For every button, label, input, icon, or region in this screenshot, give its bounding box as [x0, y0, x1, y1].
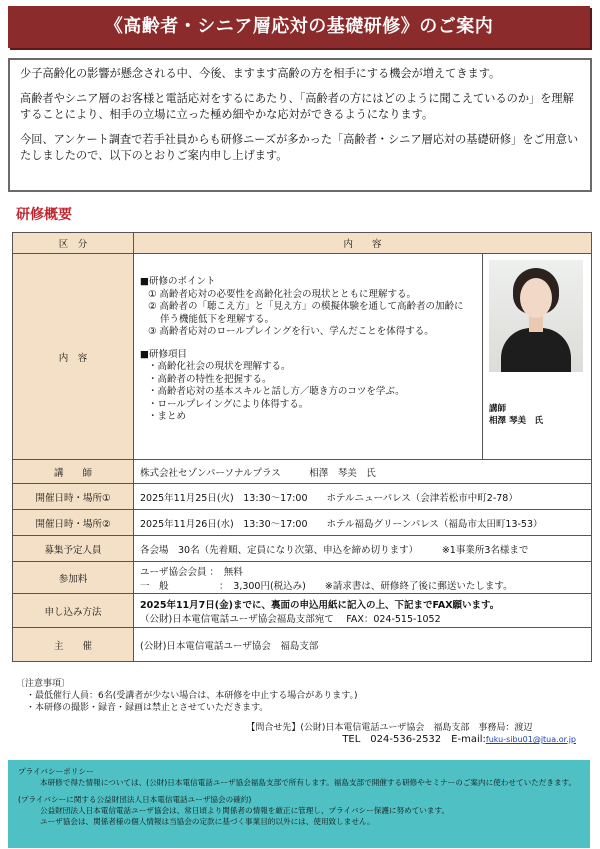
- items-heading: ■研修項目: [140, 348, 187, 360]
- lecturer-name: 相澤 琴美 氏: [489, 416, 543, 426]
- instructor-label: 講 師: [13, 460, 134, 484]
- table-row: [13, 254, 592, 460]
- note-2: ・本研修の撮影・録音・録画は禁止とさせていただきます。: [26, 703, 269, 713]
- contact-line: 【問合せ先】(公財)日本電信電話ユーザ協会 福島支部 事務局：渡辺: [246, 723, 533, 733]
- table-row: [13, 536, 592, 562]
- intro-paragraph-2: 高齢者やシニア層のお客様と電話応対をするにあたり、「高齢者の方にはどのように聞こえているのか」を理解することにより、相手の立場に立った極め細やかな応対ができるようになります。: [20, 92, 574, 121]
- capacity-label: 募集予定人員: [13, 536, 134, 562]
- point-2: ② 高齢者の「聴こえ方」と「見え方」の模擬体験を通して高齢者の加齢に: [148, 301, 464, 312]
- item-5: ・まとめ: [148, 411, 187, 422]
- privacy-body-1: 本研修で得た情報については、(公財)日本電信電話ユーザ協会福島支部で所有します。福島支部で開催する研修やセミナーのご案内に使わせていただきます。: [40, 778, 577, 787]
- header-content: 内 容: [134, 233, 592, 254]
- item-3: ・高齢者応対の基本スキルと話し方／聴き方のコツを学ぶ。: [148, 386, 405, 397]
- item-2: ・高齢者の特性を把握する。: [148, 373, 272, 385]
- table-row: [13, 628, 592, 662]
- content-cell: [134, 254, 483, 460]
- instructor-value: 株式会社セゾンパーソナルプラス 相澤 琴美 氏: [134, 460, 592, 484]
- overview-table: [12, 232, 592, 662]
- photo-face: [520, 278, 552, 318]
- content-label: 内 容: [13, 254, 134, 460]
- date2-label: 開催日時・場所②: [13, 510, 134, 536]
- section-title: 研修概要: [16, 207, 72, 223]
- notes: [16, 678, 358, 714]
- privacy-body-2b: ユーザ協会は、関係者様の個人情報は当協会の定款に基づく事業目的以外には、使用致しません。: [40, 817, 375, 826]
- note-1: ・最低催行人員：6名(受講者が少ない場合は、本研修を中止する場合があります。): [26, 691, 358, 701]
- table-row: [13, 484, 592, 510]
- apply-deadline: 2025年11月7日(金)までに、裏面の申込用紙に記入の上、下記までFAX願います。: [140, 599, 500, 611]
- table-row: [13, 460, 592, 484]
- lecturer-photo: [489, 260, 583, 372]
- photo-neck: [529, 316, 543, 332]
- point-2-cont: 伴う機能低下を理解する。: [160, 313, 275, 325]
- item-1: ・高齢化社会の現状を理解する。: [148, 361, 291, 372]
- intro-paragraph-1: 少子高齢化の影響が懸念される中、今後、ますます高齢の方を相手にする機会が増えてきます。: [20, 67, 501, 80]
- host-label: 主 催: [13, 628, 134, 662]
- apply-value: [134, 594, 592, 628]
- contact-tel: TEL 024-536-2532 E-mail:: [342, 734, 486, 745]
- lecturer-photo-cell: [483, 254, 592, 460]
- fee-label: 参加料: [13, 562, 134, 594]
- apply-label: 申し込み方法: [13, 594, 134, 628]
- intro-paragraph-3: 今回、アンケート調査で若手社員からも研修ニーズが多かった「高齢者・シニア層応対の基礎研修」をご用意いたしましたので、以下のとおりご案内申し上げます。: [20, 133, 579, 162]
- table-row: [13, 510, 592, 536]
- host-value: (公財)日本電信電話ユーザ協会 福島支部: [134, 628, 592, 662]
- lecturer-role: 講師: [489, 404, 507, 414]
- intro-box: [8, 58, 592, 192]
- privacy-policy: [8, 760, 590, 848]
- privacy-body-2a: 公益財団法人日本電信電話ユーザ協会は、常日頃より関係者の情報を厳正に管理し、プライバシー保護に努めています。: [40, 806, 450, 815]
- notes-heading: 〔注意事項〕: [16, 679, 71, 689]
- fee-value: [134, 562, 592, 594]
- contact-tel-line: [246, 734, 576, 746]
- contact-info: [246, 722, 576, 746]
- capacity-value: 各会場 30名（先着順、定員になり次第、申込を締め切ります） ※1事業所3名様まで: [134, 536, 592, 562]
- table-header-row: [13, 233, 592, 254]
- fee-member: ユーザ協会会員 ： 無料: [140, 566, 243, 578]
- date1-value: 2025年11月25日(火) 13:30～17:00 ホテルニューパレス（会津若松市中町2-78）: [134, 484, 592, 510]
- table-row: [13, 594, 592, 628]
- page-title: 《高齢者・シニア層応対の基礎研修》のご案内: [8, 6, 590, 48]
- table-row: [13, 562, 592, 594]
- privacy-heading: プライバシーポリシー: [18, 767, 94, 776]
- header-category: 区 分: [13, 233, 134, 254]
- photo-body: [501, 328, 571, 372]
- point-1: ① 高齢者応対の必要性を高齢化社会の現状とともに理解する。: [148, 288, 417, 300]
- fee-general: 一 般 ： 3,300円(税込み) ※請求書は、研修終了後に郵送いたします。: [140, 580, 513, 592]
- date1-label: 開催日時・場所①: [13, 484, 134, 510]
- point-3: ③ 高齢者応対のロールプレイングを行い、学んだことを体得する。: [148, 326, 434, 337]
- item-4: ・ロールプレイングにより体得する。: [148, 398, 309, 410]
- privacy-heading-2: (プライバシーに関する公益財団法人日本電信電話ユーザ協会の確約): [18, 795, 252, 804]
- contact-email[interactable]: fuku-sibu01@jtua.or.jp: [485, 735, 576, 744]
- date2-value: 2025年11月26日(水) 13:30～17:00 ホテル福島グリーンパレス（福島市太田町13-53）: [134, 510, 592, 536]
- points-heading: ■研修のポイント: [140, 276, 216, 287]
- apply-fax: （公財)日本電信電話ユーザ協会福島支部宛て FAX：024-515-1052: [140, 613, 441, 625]
